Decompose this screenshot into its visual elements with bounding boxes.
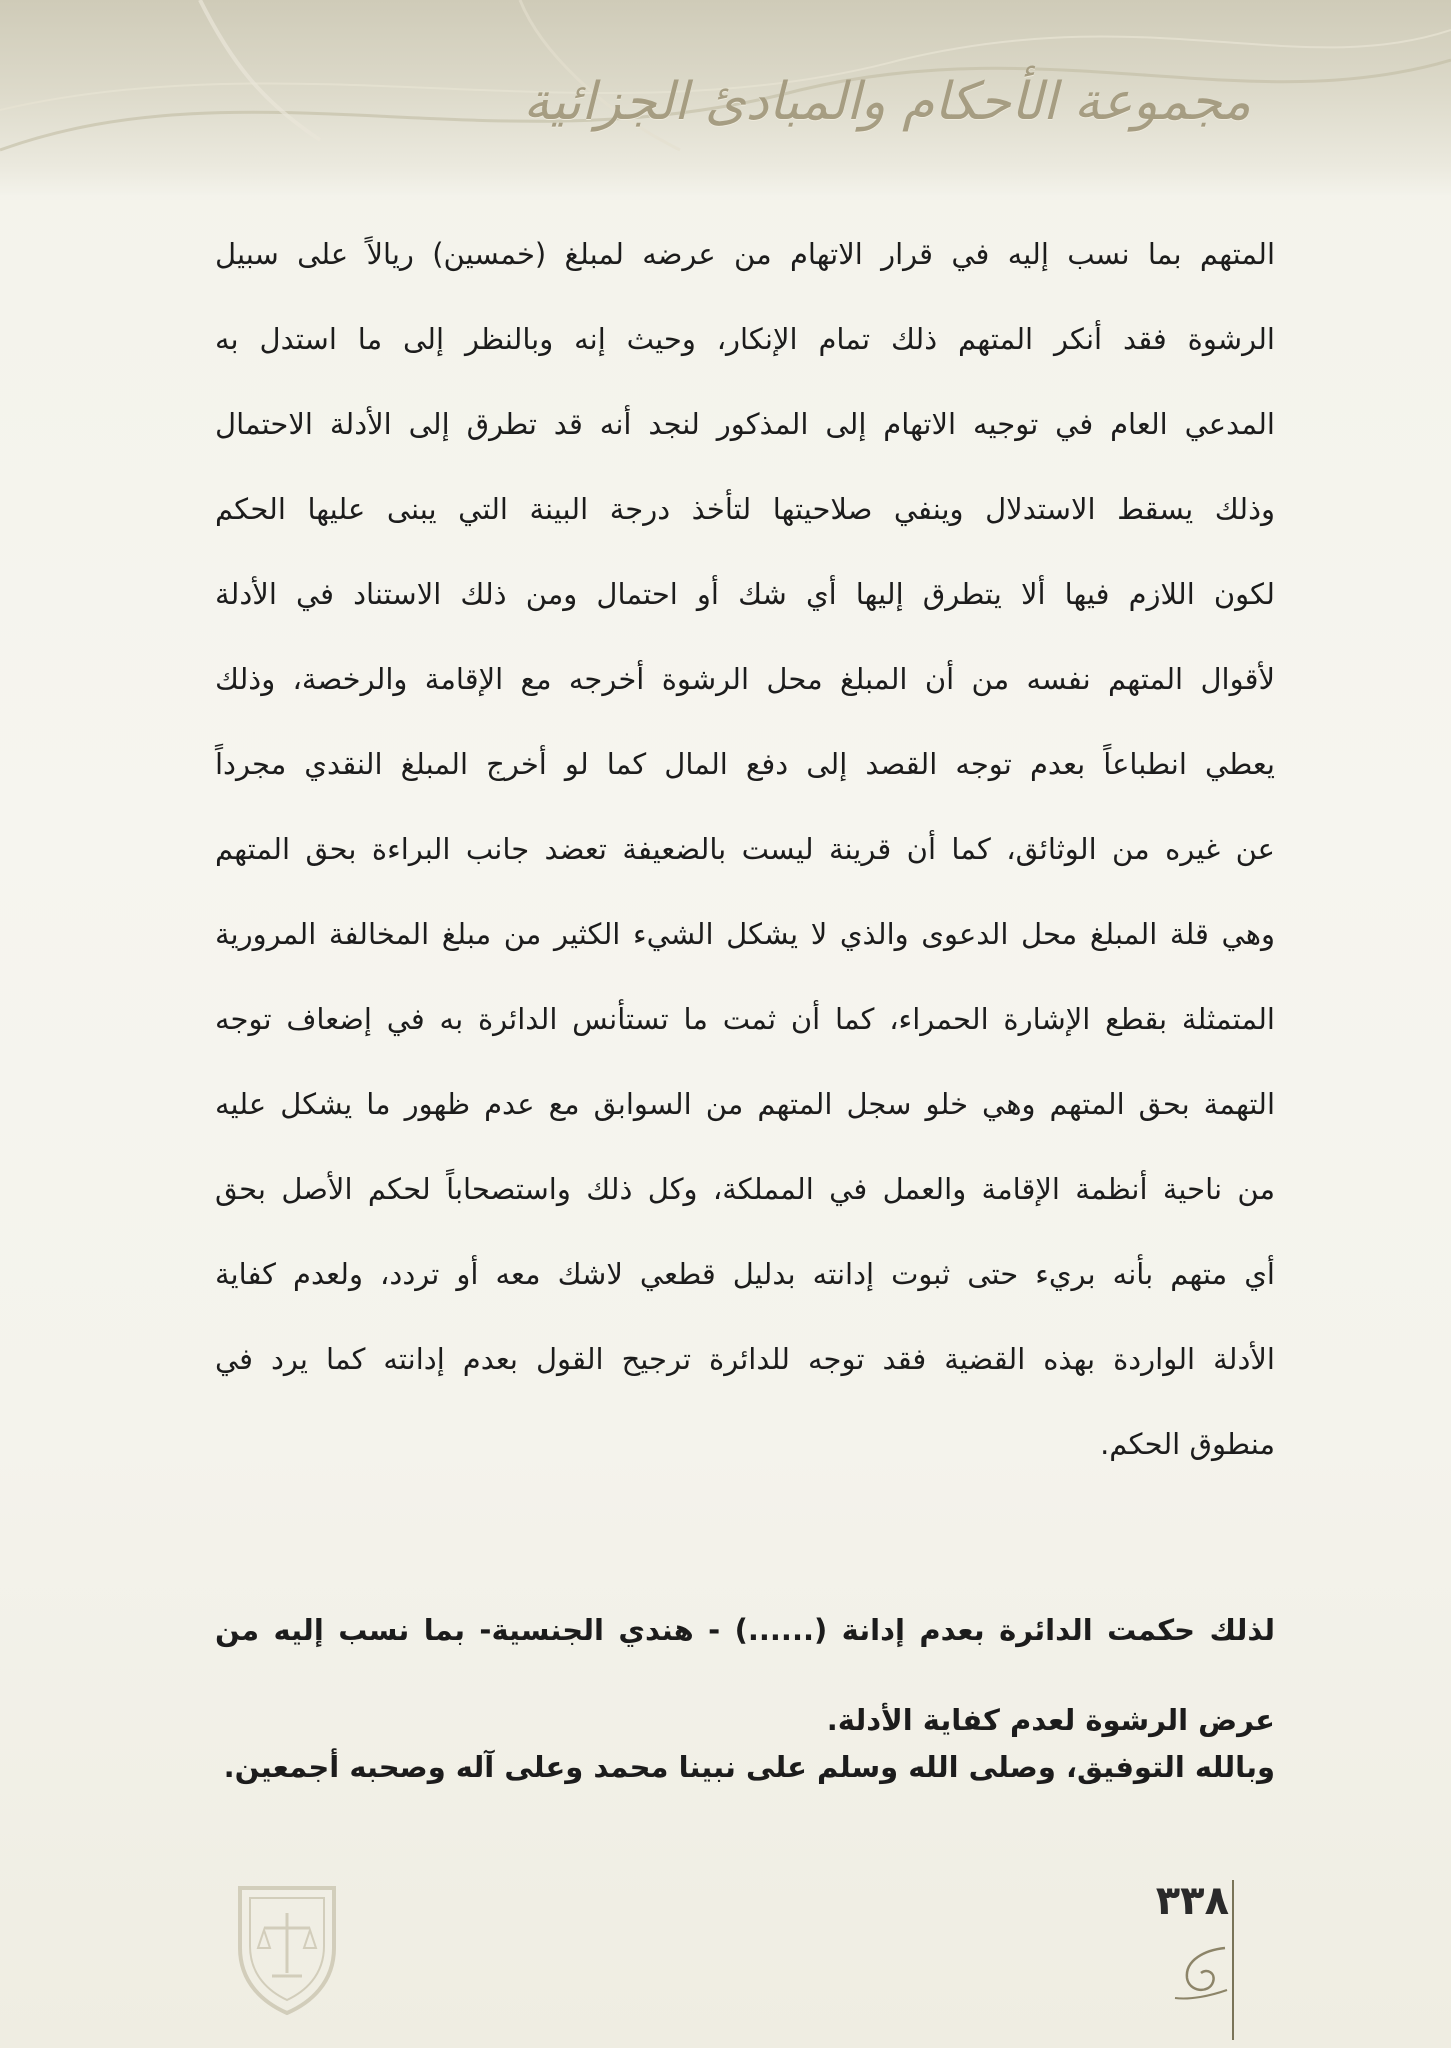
- closing-line: وبالله التوفيق، وصلى الله وسلم على نبينا محمد وعلى آله وصحبه أجمعين.: [223, 1750, 1275, 1784]
- verdict-line: عرض الرشوة لعدم كفاية الأدلة.: [826, 1703, 1275, 1737]
- body-line: منطوق الحكم.: [1100, 1427, 1275, 1461]
- body-text: [215, 212, 1275, 1487]
- body-line: المتهم بما نسب إليه في قرار الاتهام من عرضه لمبلغ (خمسين) ريالاً على سبيل: [215, 237, 1275, 271]
- header-band: [0, 0, 1451, 195]
- body-line: وهي قلة المبلغ محل الدعوى والذي لا يشكل الشيء الكثير من مبلغ المخالفة المرورية: [215, 917, 1275, 951]
- verdict-line: لذلك حكمت الدائرة بعدم إدانة (......) - هندي الجنسية- بما نسب إليه من: [215, 1613, 1275, 1647]
- verdict: [215, 1585, 1275, 1765]
- body-line: وذلك يسقط الاستدلال وينفي صلاحيتها لتأخذ درجة البينة التي يبنى عليها الحكم: [215, 492, 1275, 526]
- header-title: مجموعة الأحكام والمبادئ الجزائية: [523, 72, 1251, 132]
- body-line: المدعي العام في توجيه الاتهام إلى المذكور لنجد أنه قد تطرق إلى الأدلة الاحتمال: [215, 407, 1275, 441]
- body-line: المتمثلة بقطع الإشارة الحمراء، كما أن ثمت ما تستأنس الدائرة به في إضعاف توجه: [215, 1002, 1275, 1036]
- flourish-icon: [1165, 1940, 1235, 2010]
- body-line: لأقوال المتهم نفسه من أن المبلغ محل الرشوة أخرجه مع الإقامة والرخصة، وذلك: [215, 662, 1275, 696]
- body-line: الأدلة الواردة بهذه القضية فقد توجه للدائرة ترجيح القول بعدم إدانته كما يرد في: [215, 1342, 1275, 1376]
- body-line: عن غيره من الوثائق، كما أن قرينة ليست بالضعيفة تعضد جانب البراءة بحق المتهم: [215, 832, 1275, 866]
- body-line: يعطي انطباعاً بعدم توجه القصد إلى دفع المال كما لو أخرج المبلغ النقدي مجرداً: [215, 747, 1275, 781]
- body-line: الرشوة فقد أنكر المتهم ذلك تمام الإنكار، وحيث إنه وبالنظر إلى ما استدل به: [215, 322, 1275, 356]
- page-number: ٣٣٨: [1155, 1878, 1229, 1924]
- body-line: التهمة بحق المتهم وهي خلو سجل المتهم من السوابق مع عدم ظهور ما يشكل عليه: [215, 1087, 1275, 1121]
- body-line: لكون اللازم فيها ألا يتطرق إليها أي شك أو احتمال ومن ذلك الاستناد في الأدلة: [215, 577, 1275, 611]
- body-line: من ناحية أنظمة الإقامة والعمل في المملكة، وكل ذلك واستصحاباً لحكم الأصل بحق: [215, 1172, 1275, 1206]
- court-emblem-icon: [232, 1878, 342, 2018]
- body-line: أي متهم بأنه بريء حتى ثبوت إدانته بدليل قطعي لاشك معه أو تردد، ولعدم كفاية: [215, 1257, 1275, 1291]
